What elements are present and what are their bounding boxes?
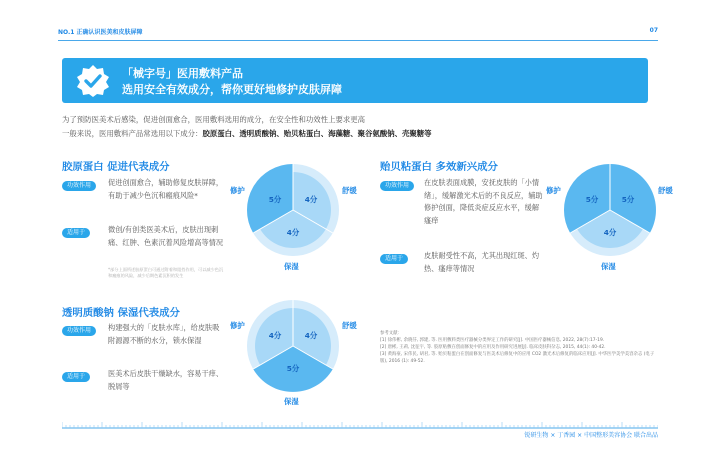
collagen-suitable-tag: 适用于 (62, 228, 90, 238)
hyaluronate-suitable-text: 医美术后皮肤干燥缺水，容易干痒、脱屑等 (108, 369, 224, 391)
mussel-label-hydrate: 保湿 (601, 262, 616, 271)
collagen-efficacy-tag: 功效作用 (62, 181, 96, 191)
mussel-label-soothe: 舒缓 (658, 186, 673, 195)
hyaluronate-hydrate-score: 5分 (286, 364, 300, 373)
mussel-label-repair: 修护 (546, 186, 561, 195)
hyaluronate-soothe-score: 4分 (304, 331, 318, 340)
hyaluronate-efficacy-text: 构建强大的「皮肤水库」，给皮肤吸附源源不断的水分，锁水保湿 (108, 323, 220, 345)
footer-credits: 锐研生物 × 丁香园 × 中国整形美容协会 联合出品 (524, 432, 658, 439)
mussel-repair-score: 5分 (585, 195, 599, 204)
mussel-suitable-text: 皮肤耐受性不高，尤其出现红斑、灼热、瘙痒等情况 (424, 251, 540, 273)
collagen-hydrate-score: 4分 (286, 228, 300, 237)
hyaluronate-label-repair: 修护 (230, 321, 245, 330)
collagen-label-hydrate: 保湿 (284, 262, 299, 271)
banner-title-line1: 「械字号」医用敷料产品 (122, 67, 243, 80)
page-number: 07 (649, 27, 658, 34)
title-banner (62, 58, 648, 103)
collagen-soothe-score: 4分 (304, 195, 318, 204)
references (380, 330, 655, 365)
mussel-efficacy-text: 在皮肤表面成膜，安抚皮肤的「小情绪」，缓解激光术后的不良反应，辅助修护创面，降低炎症反应水平，缓解瘙痒 (424, 178, 543, 225)
hyaluronate-repair-score: 4分 (268, 331, 282, 340)
collagen-label-soothe: 舒缓 (342, 186, 357, 195)
hyaluronate-label-hydrate: 保湿 (284, 397, 299, 406)
intro-text-line1: 为了预防医美术后感染，促进创面愈合，医用敷料选用的成分，在安全性和功效性上要求更高 (62, 115, 366, 124)
reference-item: [2] 唐彬, 王莉, 沈征宇, 等. 胶原贴敷在创面修复中的应用及作用研究进展[J]. 临床皮肤科杂志, 2015, 44(1): 40-42. (380, 345, 606, 350)
page-header (58, 27, 658, 37)
hyaluronate-title: 透明质酸钠 保湿代表成分 (62, 307, 180, 319)
mussel-title: 贻贝粘蛋白 多效新兴成分 (380, 161, 498, 173)
collagen-title: 胶原蛋白 促进代表成分 (62, 161, 170, 173)
intro-text-line2 (62, 128, 432, 139)
banner-title-line2: 选用安全有效成分，帮你更好地修护皮肤屏障 (122, 83, 342, 96)
header-divider (58, 40, 658, 41)
section-label: NO.1 正确认识医美和皮肤屏障 (58, 29, 143, 36)
collagen-radar-chart (245, 162, 341, 258)
mussel-hydrate-score: 4分 (603, 228, 617, 237)
reference-item: [3] 黄海豪, 宋伟民, 胡君, 等. 贻贝粘蛋白在创面修复与医美术后修复中的应用 CO2 激光术后修复的临床应用[J]. 中华医学美学美容杂志 (电子版), 2016 (1): 49-52. (380, 352, 655, 364)
hyaluronate-suitable-tag: 适用于 (62, 372, 90, 382)
mussel-suitable-tag: 适用于 (380, 254, 408, 264)
mussel-radar-chart (562, 162, 658, 258)
ruler-divider (62, 420, 658, 430)
intro-prefix: 一般来说，医用敷料产品常选用以下成分： (62, 129, 203, 138)
collagen-repair-score: 5分 (268, 195, 282, 204)
hyaluronate-efficacy-tag: 功效作用 (62, 326, 96, 336)
reference-item: [1] 徐伟彬, 余晓芬, 郭建, 等. 医用敷料类医疗器械分类界定工作的研究[J]. 中国医疗器械信息, 2022, 28(7):17-19. (380, 338, 605, 343)
collagen-footnote: *部分上面所述胶原蛋白可通过附着和阻挡作用，可以减少色沉和瘢痕的风险，减少后期色素沉积的发生 (108, 267, 224, 279)
hyaluronate-radar-chart (245, 298, 341, 394)
mussel-efficacy-tag: 功效作用 (380, 181, 414, 191)
hyaluronate-label-soothe: 舒缓 (342, 321, 357, 330)
collagen-label-repair: 修护 (230, 186, 245, 195)
intro-ingredients: 胶原蛋白、透明质酸钠、贻贝粘蛋白、海藻糖、聚谷氨酸钠、壳聚糖等 (202, 129, 432, 138)
collagen-efficacy-text: 促进创面愈合，辅助修复皮肤屏障，有助于减少色沉和瘢痕风险* (108, 178, 224, 200)
references-title: 参考文献： (380, 331, 402, 336)
mussel-soothe-score: 5分 (621, 195, 635, 204)
check-badge-icon (76, 64, 110, 98)
collagen-suitable-text: 微创/有创类医美术后，皮肤出现刺痛、红肿、色素沉着风险增高等情况 (108, 225, 224, 247)
